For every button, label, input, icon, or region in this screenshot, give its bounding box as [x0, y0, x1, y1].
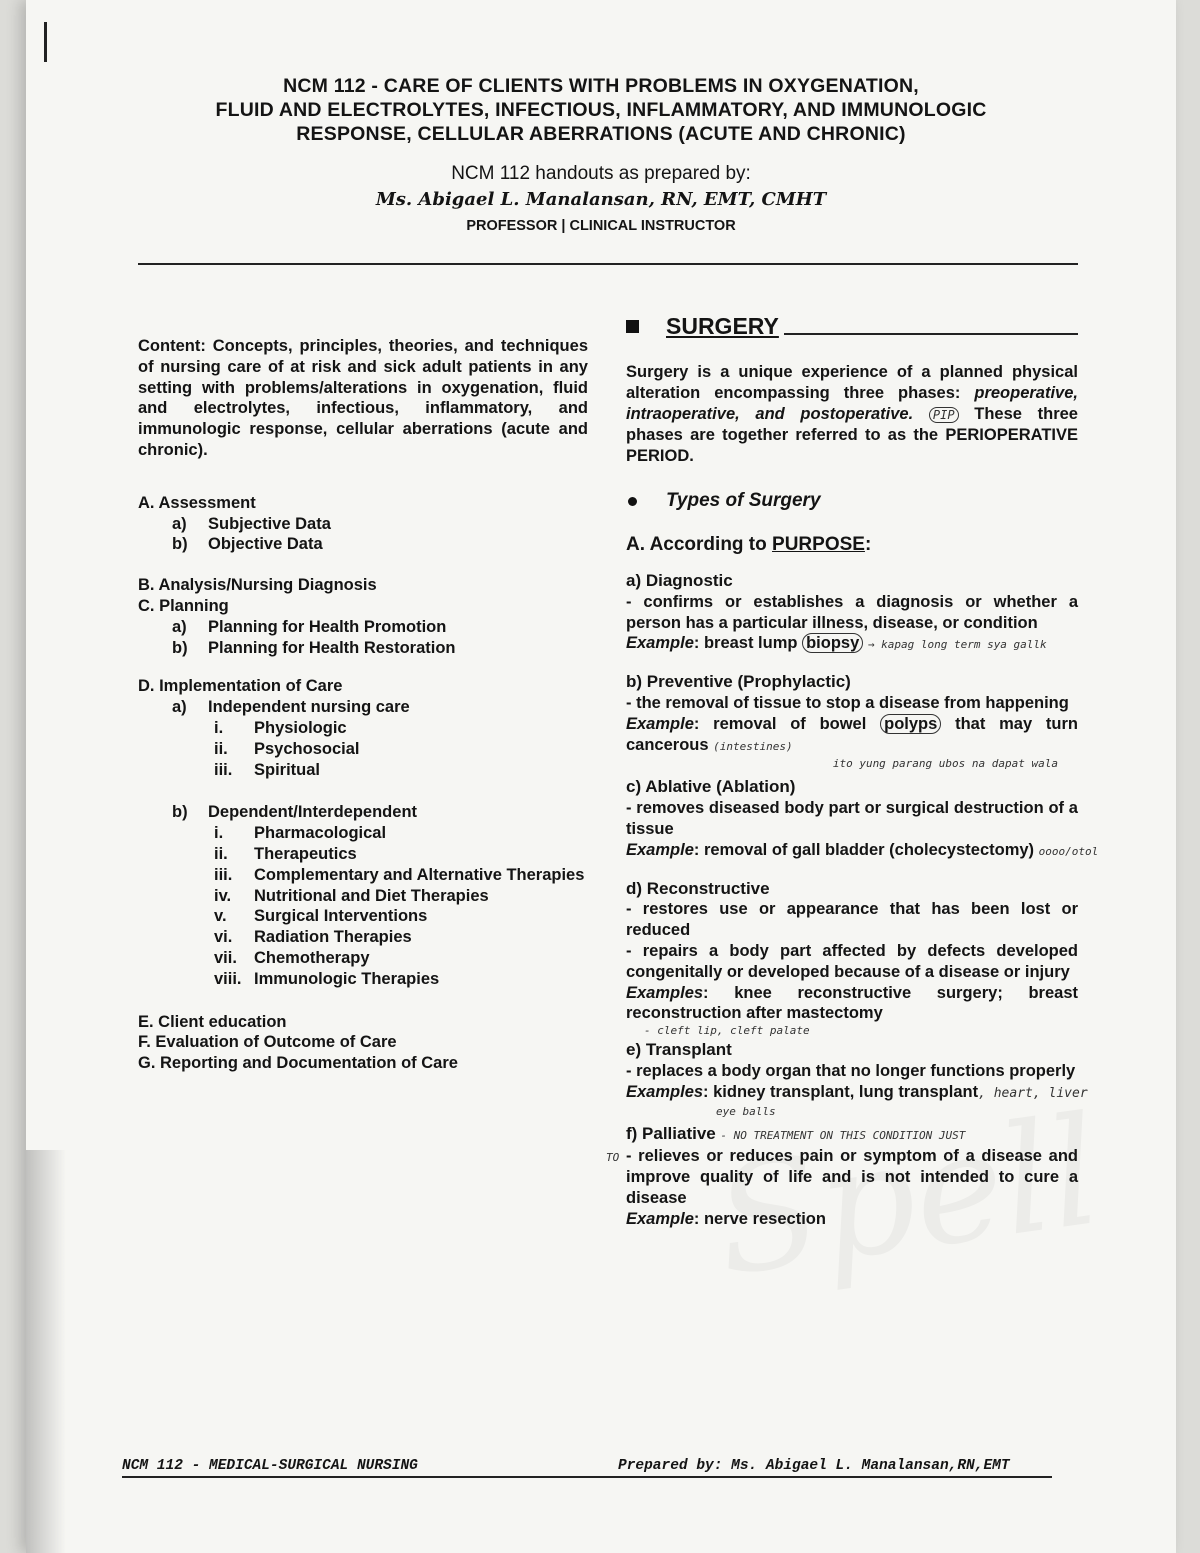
purpose-heading [626, 533, 1078, 557]
title-line-2: FLUID AND ELECTROLYTES, INFECTIOUS, INFLAMMATORY, AND IMMUNOLOGIC [215, 99, 987, 121]
handwritten-note: PIP [929, 407, 959, 423]
type-reconstructive-example [626, 983, 1078, 1025]
item-label: Therapeutics [254, 844, 357, 863]
list-item [138, 802, 588, 823]
type-diagnostic-title: a) Diagnostic [626, 570, 733, 590]
content-label: Content: [138, 337, 206, 355]
item-label: Independent nursing care [208, 698, 410, 717]
type-reconstructive-desc-2: - repairs a body part affected by defects developed congenitally or developed because of a disease or injury [626, 941, 1078, 981]
sub-item [138, 718, 588, 739]
example-label: Examples [626, 1082, 704, 1101]
sub-item [138, 906, 588, 927]
handwritten-note: oooo/otol [1038, 844, 1099, 858]
type-transplant-desc: - replaces a body organ that no longer functions properly [626, 1061, 1076, 1080]
handwritten-note: eye balls [716, 1104, 776, 1118]
surgery-definition: is a unique experience of a planned physical alteration encompassing three phases: [626, 363, 1078, 402]
item-marker: ii. [214, 844, 228, 863]
item-label: Complementary and Alternative Therapies [254, 865, 585, 884]
type-palliative-desc-text: - relieves or reduces pain or symptom of a disease and improve quality of life and is not intended to cure a disease [626, 1147, 1078, 1207]
type-preventive-example [626, 714, 1078, 758]
list-item [138, 617, 588, 638]
item-label: Spiritual [254, 760, 321, 779]
left-column [138, 336, 588, 1074]
prepared-by-line: NCM 112 handouts as prepared by: [451, 163, 751, 184]
surgery-term: Surgery [626, 363, 689, 381]
surgery-heading [626, 312, 1078, 340]
sub-item [138, 886, 588, 907]
list-item [138, 534, 588, 555]
example-label: Example [626, 634, 694, 653]
sub-item [138, 865, 588, 886]
handwritten-note: ito yung parang ubos na dapat wala [832, 757, 1058, 771]
title-line-3: RESPONSE, CELLULAR ABERRATIONS (ACUTE AND CHRONIC) [296, 123, 906, 145]
circled-word: polyps [880, 714, 941, 734]
perioperative-period: PERIOPERATIVE PERIOD. [626, 426, 1079, 466]
surgery-heading-rule [784, 333, 1078, 335]
example-label: Examples [626, 983, 704, 1002]
example-text: : breast lump [693, 634, 798, 653]
example-text: : nerve resection [693, 1209, 826, 1228]
title-line-1: NCM 112 - CARE OF CLIENTS WITH PROBLEMS IN OXYGENATION, [283, 75, 919, 97]
sub-item [138, 844, 588, 865]
right-column [606, 312, 1099, 1230]
sub-item [138, 927, 588, 948]
example-text: : kidney transplant, lung transplant [703, 1082, 979, 1101]
item-label: Planning for Health Restoration [208, 638, 456, 657]
sub-item [138, 823, 588, 844]
surgery-intro [626, 362, 1078, 467]
handwritten-note: (intestines) [713, 739, 793, 753]
item-label: Radiation Therapies [254, 928, 412, 947]
type-reconstructive-title: d) Reconstructive [626, 878, 770, 898]
example-text-end: that may turn cancerous [626, 714, 1078, 754]
author-role: PROFESSOR | CLINICAL INSTRUCTOR [466, 218, 736, 234]
surgery-heading-text: SURGERY [666, 313, 779, 339]
surgery-phases: preoperative, intraoperative, and postoperative. [626, 383, 1078, 423]
type-palliative-example [626, 1209, 1078, 1230]
type-ablative-desc: - removes diseased body part or surgical destruction of a tissue [626, 799, 1078, 838]
type-diagnostic-example [626, 633, 1078, 656]
footer-right: Prepared by: Ms. Abigael L. Manalansan,RN,EMT [618, 1458, 1010, 1474]
type-palliative-desc [606, 1146, 1078, 1208]
item-marker: i. [214, 824, 224, 843]
item-marker: iv. [214, 886, 232, 905]
item-label: Planning for Health Promotion [208, 617, 447, 636]
content-paragraph [138, 336, 588, 461]
item-marker: b) [172, 535, 188, 554]
example-text: : removal of bowel [693, 714, 867, 733]
section-implementation: D. Implementation of Care [138, 677, 343, 696]
page-shadow [26, 1150, 66, 1553]
square-bullet-icon [626, 320, 639, 333]
section-planning: C. Planning [138, 596, 229, 615]
type-preventive-desc: - the removal of tissue to stop a disease from happening [626, 693, 1069, 712]
item-label: Immunologic Therapies [254, 969, 440, 988]
section-reporting: G. Reporting and Documentation of Care [138, 1054, 458, 1073]
example-label: Example [626, 1209, 694, 1228]
sub-item [138, 760, 588, 781]
author-name: Ms. Abigael L. Manalansan, RN, EMT, CMHT [375, 189, 827, 210]
list-item [138, 638, 588, 659]
handwritten-note: TO [606, 1151, 620, 1165]
item-marker: a) [172, 617, 187, 636]
item-marker: v. [214, 907, 227, 926]
handout-page [26, 0, 1176, 1553]
item-label: Physiologic [254, 718, 347, 737]
section-client-education: E. Client education [138, 1012, 287, 1031]
example-text: : removal of gall bladder (cholecystectomy) [693, 840, 1035, 859]
item-marker: a) [172, 514, 187, 533]
type-palliative-header [626, 1124, 1078, 1147]
item-label: Nutritional and Diet Therapies [254, 886, 489, 905]
item-label: Surgical Interventions [254, 907, 428, 926]
type-preventive-title: b) Preventive (Prophylactic) [626, 672, 851, 692]
type-ablative-title: c) Ablative (Ablation) [626, 777, 796, 797]
item-label: Chemotherapy [254, 948, 370, 967]
item-marker: viii. [214, 969, 242, 988]
types-heading-text: Types of Surgery [666, 489, 821, 511]
circled-word: biopsy [802, 633, 863, 653]
type-reconstructive-desc-1: - restores use or appearance that has been lost or reduced [626, 900, 1078, 940]
section-evaluation: F. Evaluation of Outcome of Care [138, 1033, 397, 1052]
type-transplant-title: e) Transplant [626, 1040, 732, 1060]
item-marker: ii. [214, 739, 228, 758]
sub-item [138, 969, 588, 990]
sub-item [138, 739, 588, 760]
item-label: Dependent/Interdependent [208, 803, 418, 822]
item-marker: iii. [214, 760, 233, 779]
example-label: Example [626, 714, 694, 733]
document-header [26, 74, 1176, 236]
handwritten-note: , heart, liver [978, 1085, 1088, 1101]
handwritten-note: → kapag long term sya gallk [867, 638, 1047, 652]
type-diagnostic-desc: - confirms or establishes a diagnosis or whether a person has a particular illness, disease, or condition [626, 592, 1078, 632]
header-divider [138, 263, 1078, 265]
round-bullet-icon [628, 497, 637, 506]
item-marker: b) [172, 803, 188, 822]
item-marker: vii. [214, 948, 237, 967]
footer-left: NCM 112 - MEDICAL-SURGICAL NURSING [122, 1458, 418, 1474]
example-text: : knee reconstructive surgery; breast reconstruction after mastectomy [626, 983, 1078, 1023]
section-analysis: B. Analysis/Nursing Diagnosis [138, 576, 377, 595]
handwritten-note: - cleft lip, cleft palate [644, 1024, 810, 1038]
type-palliative-title: f) Palliative [626, 1123, 716, 1143]
types-heading [626, 489, 1078, 513]
item-marker: i. [214, 718, 224, 737]
document-title [26, 74, 1176, 146]
item-marker: iii. [214, 865, 233, 884]
section-assessment: A. Assessment [138, 493, 256, 512]
item-label: Psychosocial [254, 739, 360, 758]
footer-rule [122, 1476, 1052, 1478]
purpose-word: PURPOSE [772, 533, 865, 555]
purpose-prefix: A. According to [626, 533, 767, 555]
item-label: Subjective Data [208, 514, 331, 533]
item-label: Pharmacological [254, 824, 387, 843]
content-text: Concepts, principles, theories, and techniques of nursing care of at risk and sick adult patients in any setting with problems/alterations in oxygenation, fluid and electrolytes, infectious, inflammatory, and immunologic response, cellular aberrations (acute and chronic). [138, 337, 588, 459]
list-item [138, 697, 588, 718]
type-ablative-example [626, 840, 1099, 863]
sub-item [138, 948, 588, 969]
purpose-colon: : [864, 533, 872, 555]
handwritten-note: - NO TREATMENT ON THIS CONDITION JUST [720, 1128, 966, 1142]
surgery-together-text: These three phases are together referred to as the [626, 404, 1078, 445]
item-marker: b) [172, 638, 188, 657]
binder-mark [44, 22, 47, 62]
item-label: Objective Data [208, 535, 323, 554]
type-transplant-example [626, 1082, 1088, 1105]
item-marker: vi. [214, 928, 233, 947]
example-label: Example [626, 840, 694, 859]
item-marker: a) [172, 698, 187, 717]
list-item [138, 514, 588, 535]
